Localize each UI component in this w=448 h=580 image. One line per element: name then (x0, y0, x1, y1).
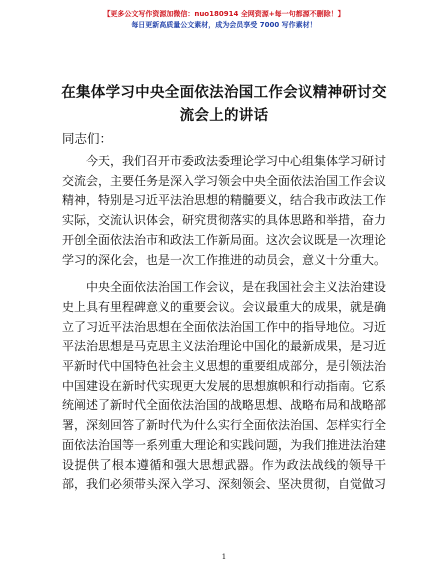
promo-banner (0, 9, 448, 30)
body-paragraph-2: 中央全面依法治国工作会议，是在我国社会主义法治建设史上具有里程碑意义的重要会议。会议最重大的成果，就是确立了习近平法治思想在全面依法治国工作中的指导地位。习近平法治思想是马克思主义法治理论中国化的最新成果，是习近平新时代中国特色社会主义思想的重要组成部分，是引领法治中国建设在新时代实现更大发展的思想旗帜和行动指南。它系统阐述了新时代全面依法治国的战略思想、战略布局和战略部署，深刻回答了新时代为什么实行全面依法治国、怎样实行全面依法治国等一系列重大理论和实践问题，为我们推进法治建设提供了根本遵循和强大思想武器。作为政法战线的领导干部，我们必须带头深入学习、深刻领会、坚决贯彻，自觉做习 (62, 280, 387, 492)
salutation: 同志们： (62, 131, 113, 146)
page-number: 1 (221, 553, 227, 561)
document-title: 在集体学习中央全面依法治国工作会议精神研讨交流会上的讲话 (61, 85, 387, 124)
document-body (62, 152, 386, 503)
promo-banner-line-2: 每日更新高质量公文素材，成为会员享受 7000 写作素材！ (131, 21, 317, 29)
body-paragraph-1: 今天，我们召开市委政法委理论学习中心组集体学习研讨交流会，主要任务是深入学习领会中央全面依法治国工作会议精神，特别是习近平法治思想的精髓要义，结合我市政法工作实际，交流认识体会，研究贯彻落实的具体思路和举措，奋力开创全面依法治市和政法工作新局面。这次会议既是一次理论学习的深化会，也是一次工作推进的动员会，意义十分重大。 (62, 154, 387, 267)
promo-banner-line-1: 【更多公文写作资源加微信：nuo180914 全网资源+每一句都源不删除！】 (103, 10, 345, 18)
